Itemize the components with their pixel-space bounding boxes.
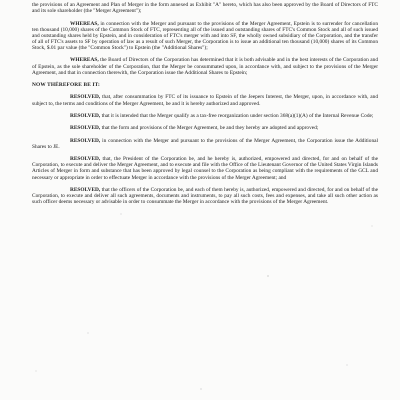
resolved-keyword: RESOLVED, [70,156,101,163]
resolution-paragraph [32,94,378,106]
resolved-keyword: RESOLVED, [70,125,101,132]
resolution-paragraph [32,156,378,181]
resolution-text: that, the President of the Corporation be, and he hereby is, authorized, empowered and directed, for and on behalf of the Corporation, to execute and deliver the Merger Agreement, and to execute and file with the Office of the Lieutenant Governor of the United States Virgin Islands Articles of Merger in form and substance that has been approved by legal counsel to the Corporation as being compliant with the requirements of the GCL and necessary or appropriate in order to effectuate Merger in accordance with the provisions of the Merger Agreement; and [32,156,378,181]
now-therefore-heading: NOW THEREFORE BE IT: [32,82,100,89]
resolution-paragraph [32,125,378,131]
resolution-text: that, after consummation by FTC of its issuance to Epstein of the Jeepers Interest, the Merger, upon, in accordance with, and subject to, the terms and conditions of the Merger Agreement, be and it is hereby authorized and approved. [32,94,378,107]
whereas-text: in connection with the Merger and pursuant to the provisions of the Merger Agreement, Epstein is to surrender for cancellation ten thousand (10,000) shares of the Common Stock of FTC, representing all of the issued and outstanding shares of FTC's Common Stock and all of such issued and outstanding shares held by Epstein, and in consideration of FTC's merger with and into SF, the wholly owned subsidiary of the Corporation, and the transfer of all of FTC's assets to SF by operation of law as a result of such Merger, the Corporation is to issue an additional ten thousand (10,000) shares of its Common Stock, $.01 par value (the "Common Stock") to Epstein (the "Additional Shares"); [32,20,378,52]
resolution-paragraph [32,187,378,205]
resolution-paragraph [32,113,378,119]
resolution-paragraph [32,138,378,150]
resolved-keyword: RESOLVED, [70,137,101,144]
resolved-keyword: RESOLVED, [70,186,101,193]
whereas-paragraph-2 [32,57,378,75]
resolution-text: in connection with the Merger and pursuant to the provisions of the Merger Agreement, the Corporation issue the Additional Shares to JE. [32,137,378,150]
top-fragment: the provisions of an Agreement and Plan of Merger in the form annexed as Exhibit "A" hereto, which has also been approved by the Board of Directors of FTC and its sole shareholder (the "Merger Agreement"); [32,2,378,15]
whereas-paragraph-1 [32,21,378,52]
whereas-keyword: WHEREAS, [70,57,99,64]
resolution-text: that it is intended that the Merger qualify as a tax-free reorganization under section 368(a)(1)(A) of the Internal Revenue Code; [100,112,374,119]
whereas-text: the Board of Directors of the Corporation has determined that it is both advisable and in the best interests of the Corporation and of Epstein, as the sole shareholder of the Corporation, that the Merger be consummated upon, in accordance with, and subject to the provisions of the Merger Agreement, and that in connection therewith, the Corporation issue the Additional Shares to Epstein; [32,57,378,76]
resolved-keyword: RESOLVED, [70,94,101,101]
whereas-keyword: WHEREAS, [70,20,99,27]
document-body [32,2,378,212]
resolved-keyword: RESOLVED, [70,112,101,119]
resolution-text: that the officers of the Corporation be, and each of them hereby is, authorized, empowered and directed, for and on behalf of the Corporation, to execute and deliver all such agreements, documents and instruments, to pay all such costs, fees and expenses, and take all such other action as such officer deems necessary or advisable in order to consummate the Merger in accordance with the provisions of the Merger Agreement. [32,186,378,206]
resolution-text: that the form and provisions of the Merger Agreement, be and they hereby are adopted and approved; [100,125,319,132]
